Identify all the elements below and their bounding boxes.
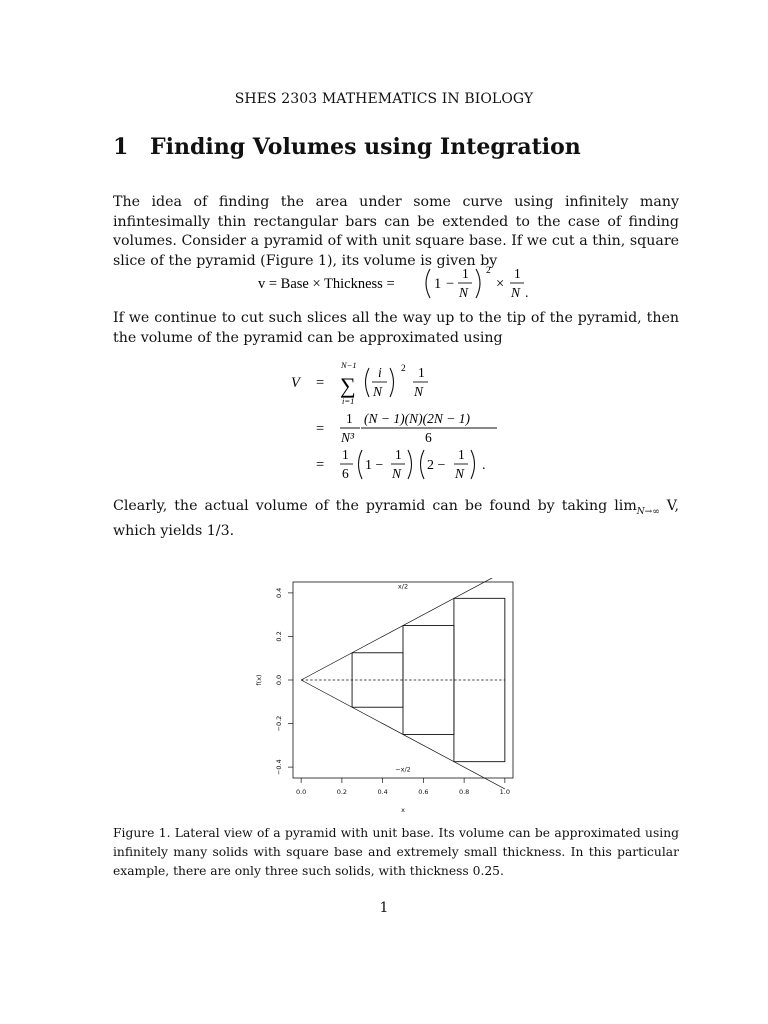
eq2-V: V: [291, 375, 300, 391]
running-header: SHES 2303 MATHEMATICS IN BIOLOGY: [234, 91, 534, 107]
y-axis-label: f(x): [255, 674, 263, 686]
eq1-period: .: [525, 286, 529, 301]
para3-text-b: V, which yields 1/3.: [113, 498, 679, 540]
y-tick-label: −0.2: [275, 715, 283, 732]
eq1-frac2-num: 1: [514, 266, 521, 281]
paragraph-limit: [113, 497, 679, 542]
page-number: 1: [379, 900, 389, 916]
eq2-l3-one-b: 1: [458, 447, 465, 462]
section-number: 1: [113, 134, 129, 160]
y-tick-label: 0.2: [275, 631, 283, 642]
section-heading: [113, 134, 581, 160]
eq1-frac2-den: N: [511, 285, 521, 300]
eq2-i: i: [378, 365, 382, 380]
eq2-N: N: [373, 384, 383, 399]
eq2-sum-bot: i=1: [342, 396, 355, 406]
limit-subscript: N→∞: [636, 506, 660, 517]
eq2-one: 1: [418, 365, 425, 380]
eq2-l2-num-left: 1: [346, 411, 353, 426]
eq1-times: ×: [496, 276, 505, 292]
x-tick-label: 0.4: [377, 788, 388, 796]
annotation-1: x/2: [397, 582, 409, 591]
eq1-frac-num: 1: [462, 266, 469, 281]
eq2-l3-N-b: N: [455, 466, 465, 481]
solid-rect-3: [454, 598, 505, 761]
eq2-eq1: =: [316, 375, 325, 391]
eq2-l3-c: 1 −: [365, 458, 384, 473]
eq2-period: .: [482, 458, 486, 473]
equation-pyramid-volume: [283, 357, 508, 487]
y-tick-label: 0.0: [275, 674, 283, 686]
para3-text-a: Clearly, the actual volume of the pyramid can be found by taking lim: [113, 498, 637, 514]
eq1-one: 1: [434, 276, 442, 292]
y-tick-label: −0.4: [275, 759, 283, 776]
y-tick-label: 0.4: [275, 587, 283, 599]
annotation-2: −x/2: [395, 765, 411, 774]
x-axis-label: x: [401, 806, 405, 814]
x-tick-label: 0.2: [336, 788, 348, 796]
eq2-l3-b: 6: [342, 466, 349, 481]
x-tick-label: 0.8: [458, 788, 470, 796]
section-title: Finding Volumes using Integration: [150, 134, 581, 160]
eq1-power: 2: [486, 266, 491, 276]
x-tick-label: 0.6: [418, 788, 429, 796]
equation-slice-volume: [258, 262, 538, 304]
eq2-l3-one-a: 1: [395, 447, 402, 462]
eq2-l3-a: 1: [342, 447, 349, 462]
paragraph-intro: The idea of finding the area under some curve using infinitely many infintesimally thin rectangular bars can be extended to the case of finding volumes. Consider a pyramid of with unit square base. If we cut a thin, square slice of the pyramid (Figure 1), its volume is given by: [113, 194, 679, 269]
eq1-lhs: v = Base × Thickness =: [258, 276, 395, 292]
x-tick-label: 1.0: [499, 788, 511, 796]
eq2-l2-den-right: 6: [425, 430, 432, 445]
eq2-eq2: =: [316, 421, 325, 437]
figure-pyramid-plot: [253, 578, 515, 814]
eq2-eq3: =: [316, 457, 325, 473]
eq2-sum-top: N−1: [341, 360, 357, 370]
eq2-sum-symbol: ∑: [340, 373, 356, 398]
eq2-two: 2: [401, 364, 406, 374]
eq2-l3-d: 2 −: [427, 458, 446, 473]
x-tick-label: 0.0: [295, 788, 307, 796]
eq2-l3-N-a: N: [392, 466, 402, 481]
paragraph-approximation: If we continue to cut such slices all the way up to the tip of the pyramid, then the volume of the pyramid can be approximated using: [113, 310, 679, 346]
eq2-l2-den-left: N³: [341, 430, 355, 445]
eq2-l2-num-right: (N − 1)(N)(2N − 1): [364, 411, 470, 426]
figure-caption: Figure 1. Lateral view of a pyramid with unit base. Its volume can be approximated using infinitely many solids with square base and extremely small thickness. In this particular example, there are only three such solids, with thickness 0.25.: [113, 826, 679, 878]
eq2-N2: N: [414, 384, 424, 399]
eq1-frac-den: N: [459, 285, 469, 300]
eq1-minus: −: [446, 276, 455, 292]
